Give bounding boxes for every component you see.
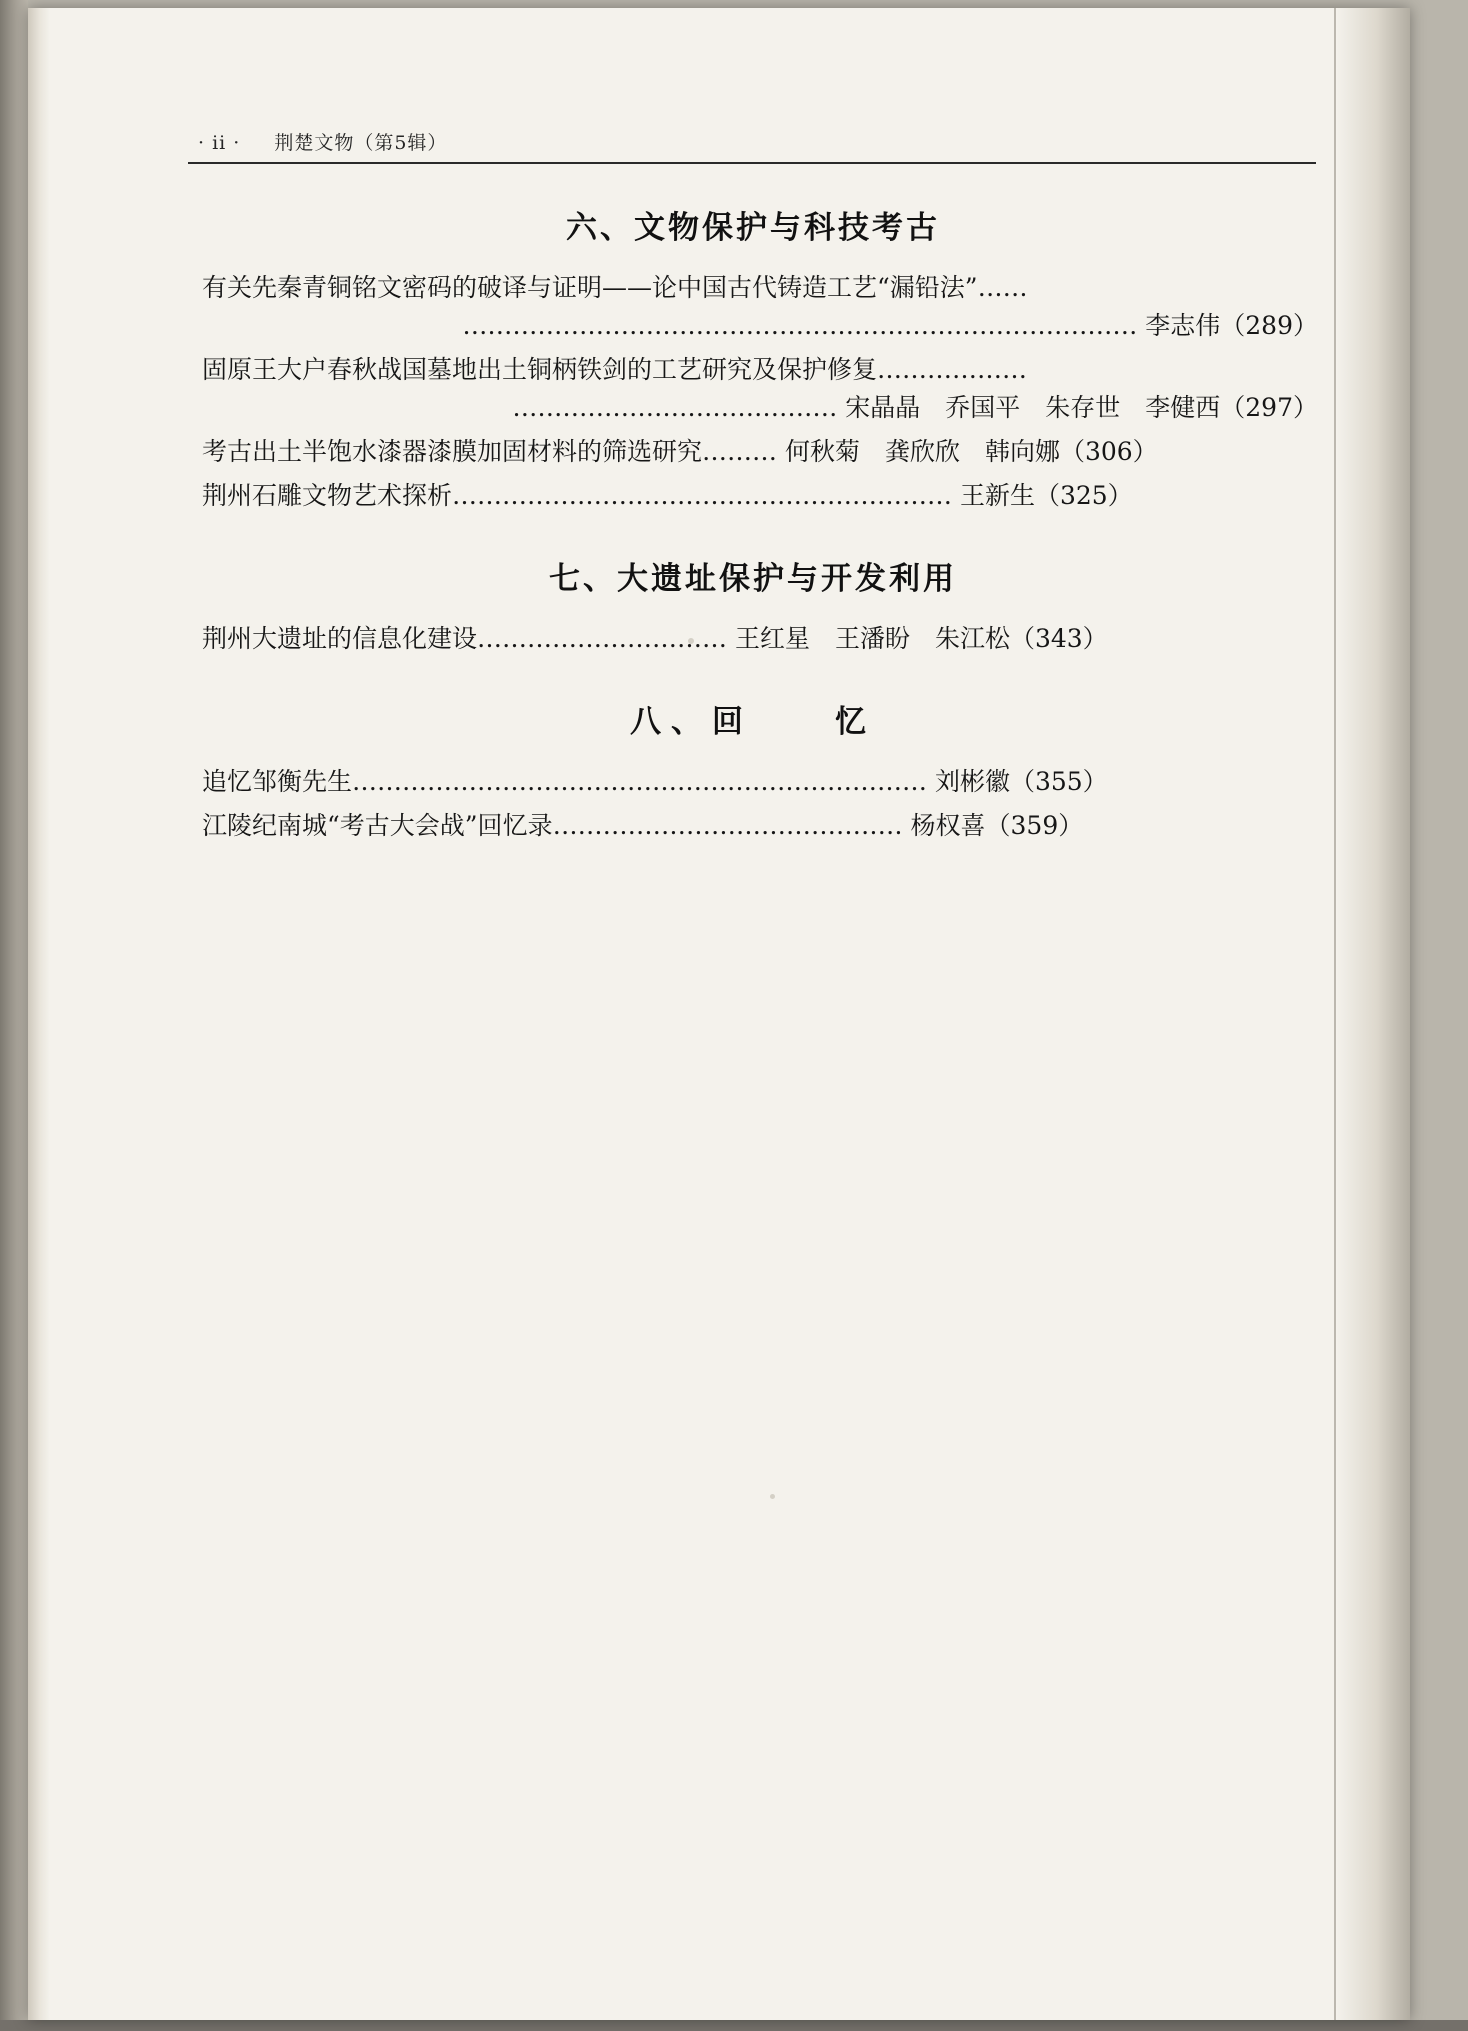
page-gutter-right	[1336, 8, 1410, 2020]
toc-entry[interactable]	[188, 807, 1318, 845]
book-title: 荆楚文物（第5辑）	[274, 132, 448, 154]
toc-entry-title: 追忆邹衡先生…………………………………………………………… 刘彬徽（355）	[202, 767, 1108, 796]
scan-left-edge	[0, 0, 28, 2031]
page-fold-line	[1334, 8, 1336, 2020]
toc-entry-title: 固原王大户春秋战国墓地出土铜柄铁剑的工艺研究及保护修复………………	[202, 355, 1028, 384]
page-gutter-left	[28, 8, 50, 2020]
toc-entry[interactable]	[188, 351, 1318, 427]
toc-entry-title: 有关先秦青铜铭文密码的破译与证明——论中国古代铸造工艺“漏铅法”……	[202, 273, 1028, 302]
toc-entry-leader-line: ……………………………………………………………………… 李志伟（289）	[462, 311, 1318, 340]
toc-entry[interactable]	[188, 477, 1318, 515]
toc-entry[interactable]	[188, 269, 1318, 345]
section-heading-6: 六、文物保护与科技考古	[566, 210, 940, 246]
toc-entry[interactable]	[188, 763, 1318, 801]
scan-bottom-edge	[0, 2020, 1468, 2031]
toc-entry[interactable]	[188, 433, 1318, 471]
header-rule	[188, 162, 1316, 164]
page-folio: · ii ·	[198, 132, 241, 154]
toc-content	[188, 128, 1318, 851]
running-head	[188, 128, 1318, 155]
section-heading-8: 八、回 忆	[630, 704, 876, 740]
toc-entry-title: 荆州大遗址的信息化建设………………………… 王红星 王潘盼 朱江松（343）	[202, 624, 1108, 653]
book-page	[28, 8, 1410, 2020]
toc-entry-title: 荆州石雕文物艺术探析…………………………………………………… 王新生（325）	[202, 481, 1133, 510]
section-heading-7: 七、大遗址保护与开发利用	[549, 561, 957, 597]
toc-entry-title: 考古出土半饱水漆器漆膜加固材料的筛选研究……… 何秋菊 龚欣欣 韩向娜（306）	[202, 437, 1158, 466]
scan-speck	[770, 1494, 775, 1499]
toc-entry-leader-line: ………………………………… 宋晶晶 乔国平 朱存世 李健西（297）	[512, 393, 1318, 422]
toc-entry[interactable]	[188, 620, 1318, 658]
toc-entry-title: 江陵纪南城“考古大会战”回忆录…………………………………… 杨权喜（359）	[202, 811, 1084, 840]
